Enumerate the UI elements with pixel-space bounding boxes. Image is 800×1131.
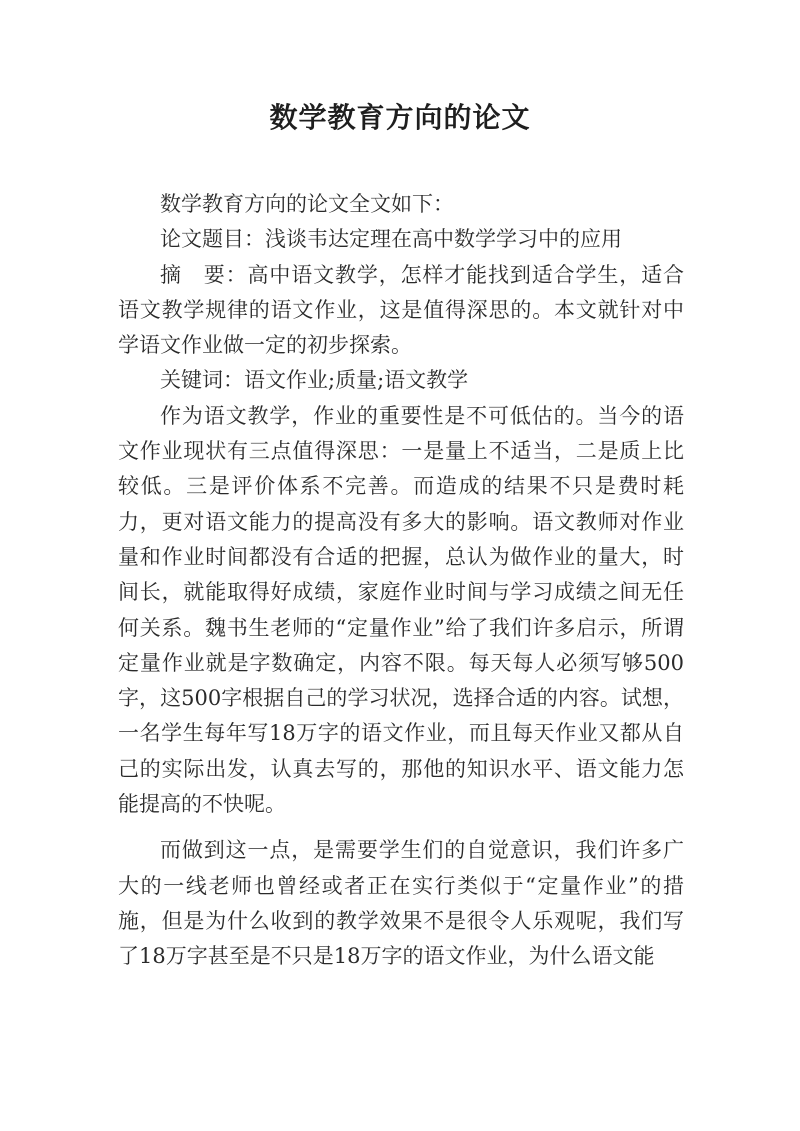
body-paragraph: 作为语文教学，作业的重要性是不可低估的。当今的语文作业现状有三点值得深思：一是量上不适当，二是质上比较低。三是评价体系不完善。而造成的结果不只是费时耗力，更对语文能力的提高没有多大的影响。语文教师对作业量和作业时间都没有合适的把握，总认为做作业的量大，时间长，就能取得好成绩，家庭作业时间与学习成绩之间无任何关系。魏书生老师的“定量作业”给了我们许多启示，所谓定量作业就是字数确定，内容不限。每天每人必须写够500字，这500字根据自己的学习状况，选择合适的内容。试想，一名学生每年写18万字的语文作业，而且每天作业又都从自己的实际出发，认真去写的，那他的知识水平、语文能力怎能提高的不快呢。 — [118, 403, 684, 817]
document-title: 数学教育方向的论文 — [269, 101, 531, 134]
body-paragraph: 而做到这一点，是需要学生们的自觉意识，我们许多广大的一线老师也曾经或者正在实行类似于“定量作业”的措施，但是为什么收到的教学效果不是很令人乐观呢，我们写了18万字甚至是不只是18万字的语文作业，为什么语文能 — [118, 838, 684, 969]
abstract-paragraph: 摘 要：高中语文教学，怎样才能找到适合学生，适合语文教学规律的语文作业，这是值得深思的。本文就针对中学语文作业做一定的初步探索。 — [118, 262, 684, 358]
intro-paragraph: 数学教育方向的论文全文如下： — [160, 192, 454, 216]
paper-title-paragraph: 论文题目：浅谈韦达定理在高中数学学习中的应用 — [160, 227, 622, 252]
document-body — [118, 187, 684, 975]
keywords-paragraph: 关键词：语文作业;质量;语文教学 — [160, 368, 469, 393]
